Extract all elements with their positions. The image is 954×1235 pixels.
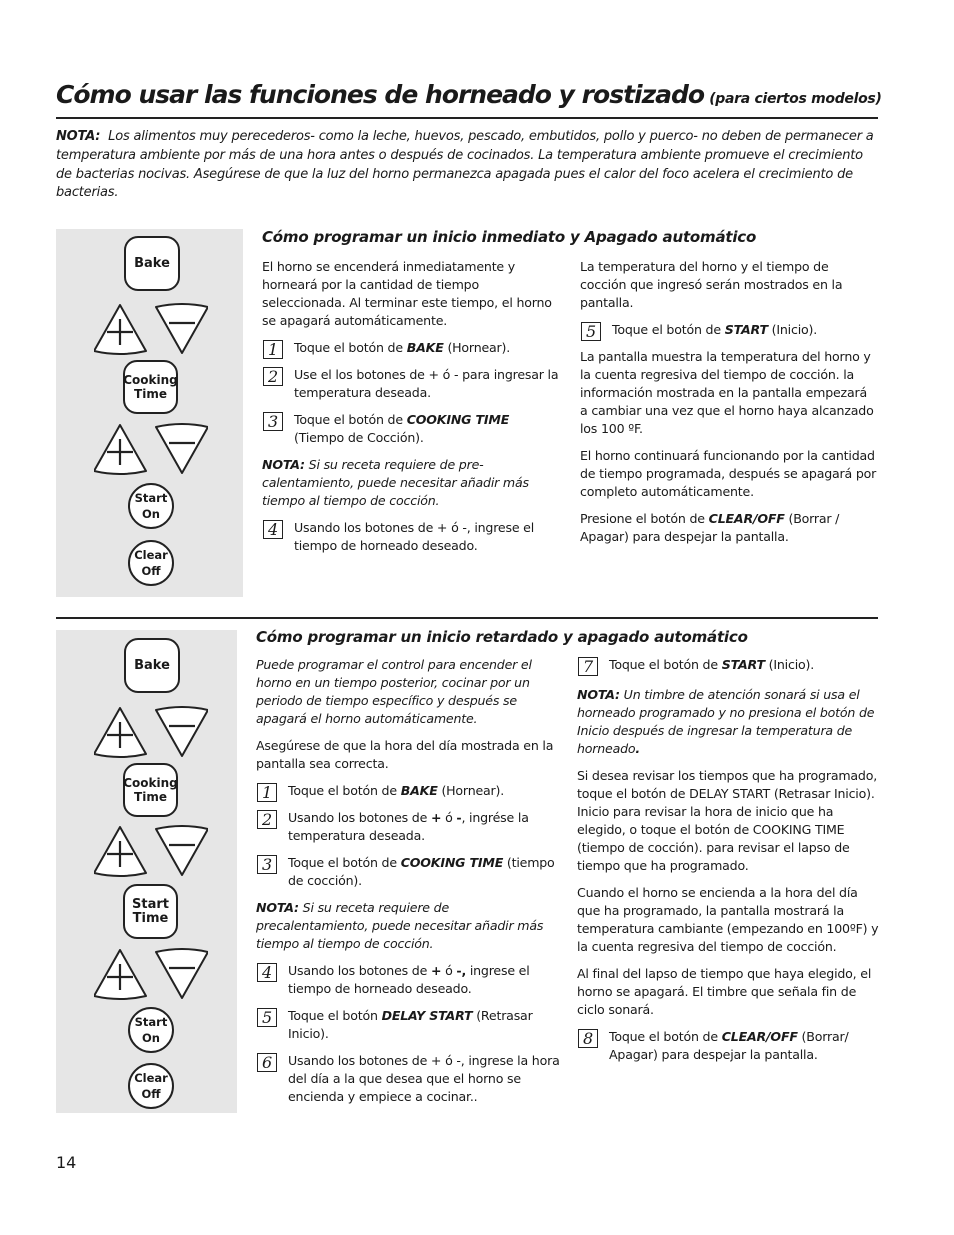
- key-name: BAKE: [406, 340, 444, 355]
- plus-icon[interactable]: [94, 827, 146, 876]
- step-text: Toque el botón: [288, 1008, 382, 1023]
- page-title-sub: (para ciertos modelos): [709, 91, 882, 107]
- step-text: Usando los botones de: [288, 810, 431, 825]
- step-text: , ingrése la temperatura deseada.: [288, 810, 529, 843]
- step-7: [577, 656, 879, 674]
- step-text: ó: [441, 963, 457, 978]
- minus-icon[interactable]: [156, 826, 208, 875]
- step-text: Toque el botón de: [609, 1029, 722, 1044]
- start-on-label: [135, 490, 168, 522]
- step-text: Usando los botones de + ó -, ingrese el tiempo de horneado deseado.: [294, 520, 535, 553]
- step-text: Usando los botones de: [288, 963, 431, 978]
- step-text: (Inicio).: [767, 322, 818, 337]
- section2-intro: Puede programar el control para encender el horno en un tiempo posterior, cocinar por un periodo de tiempo específico y después se apagará el horno automáticamente.: [256, 657, 532, 726]
- note-label: NOTA:: [577, 687, 620, 702]
- section-rule: [56, 617, 878, 619]
- step-text: (Hornear).: [437, 783, 505, 798]
- note-label: NOTA:: [262, 457, 305, 472]
- step-text: (Tiempo de Cocción).: [294, 430, 424, 445]
- section2-p5: Al final del lapso de tiempo que haya elegido, el horno se apagará. El timbre que señala fin de ciclo sonará.: [577, 966, 872, 1017]
- step-number: 3: [263, 412, 283, 431]
- step-2: [256, 809, 560, 845]
- key-name: START: [721, 657, 765, 672]
- step-number: 4: [257, 963, 277, 982]
- step-text: Toque el botón de: [294, 340, 407, 355]
- step-number: 2: [257, 810, 277, 829]
- step-text: Toque el botón de: [612, 322, 725, 337]
- step-4: [262, 519, 562, 555]
- section2-p2: Asegúrese de que la hora del día mostrada en la pantalla sea correcta.: [256, 738, 554, 771]
- step-3: [262, 411, 562, 447]
- section1-right-p3: El horno continuará funcionando por la cantidad de tiempo programada, después se apagará por completo automáticamente.: [580, 448, 877, 499]
- step-text: Toque el botón de: [288, 783, 401, 798]
- start-time-arrows: [94, 948, 208, 1000]
- start-on-label: [135, 1014, 168, 1046]
- step-number: 3: [257, 855, 277, 874]
- step-number: 7: [578, 657, 598, 676]
- start-time-line2: Time: [132, 910, 169, 926]
- page-title-main: Cómo usar las funciones de horneado y rostizado: [56, 80, 705, 109]
- section1-heading: Cómo programar un inicio inmediato y Apagado automático: [262, 228, 757, 246]
- cooking-time-label: [123, 776, 178, 804]
- key-name: CLEAR/OFF: [708, 511, 785, 526]
- section1-right-p2: La pantalla muestra la temperatura del horno y la cuenta regresiva del tiempo de cocción. la información mostrada en la pantalla empezará a cambiar una vez que el horno haya alcanzado los 100 ºF.: [580, 349, 874, 436]
- section2-right-column: [577, 656, 879, 1073]
- note-text: Si su receta requiere de pre-calentamiento, puede necesitar añadir más tiempo al tiempo de cocción.: [262, 457, 529, 508]
- section1-intro: El horno se encenderá inmediatamente y horneará por la cantidad de tiempo seleccionada. Al terminar este tiempo, el horno se apagará automáticamente.: [262, 259, 552, 328]
- section1-left-column: [262, 258, 562, 564]
- title-rule: [56, 117, 878, 119]
- key-name: BAKE: [400, 783, 438, 798]
- minus-icon[interactable]: [156, 949, 208, 998]
- section1-right-column: [580, 258, 878, 555]
- bake-button[interactable]: [124, 638, 180, 693]
- step-number: 5: [257, 1008, 277, 1027]
- start-on-button[interactable]: [128, 1007, 174, 1053]
- step-8: [577, 1028, 879, 1064]
- step-5: [580, 321, 878, 339]
- safety-note-label: NOTA:: [56, 129, 101, 144]
- step-3: [256, 854, 560, 890]
- cooking-time-label: [123, 373, 178, 401]
- start-time-label: [132, 898, 169, 926]
- cooking-time-button[interactable]: [123, 763, 178, 817]
- plus-icon[interactable]: [94, 708, 146, 757]
- step-1: [262, 339, 562, 357]
- section2-note: [256, 899, 560, 953]
- step-number: 1: [263, 340, 283, 359]
- bake-button-label: Bake: [134, 255, 170, 271]
- minus-icon[interactable]: [156, 424, 208, 473]
- step-1: [256, 782, 560, 800]
- time-arrows: [94, 825, 208, 877]
- section2-p3: Si desea revisar los tiempos que ha programado, toque el botón de DELAY START (Retrasar Inicio). Inicio para revisar la hora de inicio que ha elegido, o toque el botón de COOKING TIME (tiempo de cocción). para revisar el lapso de tiempo que ha programado.: [577, 768, 878, 873]
- page-number: 14: [56, 1153, 77, 1172]
- step-text: Toque el botón de: [294, 412, 407, 427]
- step-text: Usando los botones de + ó -, ingrese la hora del día a la que desea que el horno se encienda y empiece a cocinar..: [288, 1053, 560, 1104]
- clear-off-button[interactable]: [128, 1063, 174, 1109]
- section2-note2: [577, 686, 879, 758]
- bake-button-label: Bake: [134, 657, 170, 673]
- start-time-line1: Start: [132, 896, 169, 912]
- step-5: [256, 1007, 560, 1043]
- section1-right-p4: [580, 510, 878, 546]
- key-name: CLEAR/OFF: [721, 1029, 798, 1044]
- step-text: (Retrasar Inicio).: [288, 1008, 533, 1041]
- temp-arrows: [94, 706, 208, 758]
- plus-symbol: +: [430, 810, 442, 825]
- step-text: (tiempo de cocción).: [288, 855, 555, 888]
- bake-button[interactable]: [124, 236, 180, 291]
- clear-off-line2: Off: [141, 564, 161, 578]
- safety-note-text: Los alimentos muy perecederos- como la leche, huevos, pescado, embutidos, pollo y puerco- no deben de permanecer a temperatura ambiente por más de una hora antes o después de cocinados. La temperatura ambiente promueve el crecimiento de bacterias nocivas. Asegúrese de que la luz del horno permanezca apagada pues el calor del foco acelera el crecimiento de bacterias.: [56, 129, 874, 201]
- cooking-time-line1: Cooking: [123, 373, 178, 387]
- step-number: 4: [263, 520, 283, 539]
- clear-off-line1: Clear: [134, 548, 168, 562]
- cooking-time-button[interactable]: [123, 360, 178, 414]
- note-text: Si su receta requiere de precalentamiento, puede necesitar añadir más tiempo al tiempo de cocción.: [256, 900, 544, 951]
- start-on-line1: Start: [134, 1015, 168, 1029]
- step-number: 5: [581, 322, 601, 341]
- key-name: COOKING TIME: [406, 412, 510, 427]
- section1-note: [262, 456, 562, 510]
- note-label: NOTA:: [256, 900, 299, 915]
- start-on-line2: On: [142, 507, 160, 521]
- step-text: ingrese el tiempo de horneado deseado.: [288, 963, 530, 996]
- minus-icon[interactable]: [156, 707, 208, 756]
- step-6: [256, 1052, 560, 1106]
- start-on-line1: Start: [134, 491, 168, 505]
- minus-symbol: -: [456, 810, 462, 825]
- section2-heading: Cómo programar un inicio retardado y apagado automático: [256, 628, 748, 646]
- note-text: Un timbre de atención sonará si usa el horneado programado y no presiona el botón de Inicio después de ingresar la temperatura de horneado: [577, 687, 875, 756]
- clear-off-line2: Off: [141, 1087, 161, 1101]
- section2-p4: Cuando el horno se encienda a la hora del día que ha programado, la pantalla mostrará la temperatura cambiante (empezando en 100ºF) y la cuenta regresiva del tiempo de cocción.: [577, 885, 879, 954]
- step-number: 8: [578, 1029, 598, 1048]
- start-on-line2: On: [142, 1031, 160, 1045]
- plus-icon[interactable]: [94, 950, 146, 999]
- cooking-time-line2: Time: [134, 387, 167, 401]
- temp-arrows: [94, 303, 208, 355]
- step-text: Use el los botones de + ó - para ingresar la temperatura deseada.: [294, 367, 559, 400]
- cooking-time-line2: Time: [134, 790, 167, 804]
- step-number: 6: [257, 1053, 277, 1072]
- p-text: Presione el botón de: [580, 511, 709, 526]
- step-text: (Inicio).: [764, 657, 815, 672]
- step-text: Toque el botón de: [609, 657, 722, 672]
- plus-icon[interactable]: [94, 305, 146, 354]
- note-end: .: [635, 741, 641, 756]
- safety-note: [56, 128, 876, 203]
- clear-off-label: [134, 1070, 168, 1102]
- section1-right-p1: La temperatura del horno y el tiempo de cocción que ingresó serán mostrados en la pantalla.: [580, 259, 843, 310]
- key-name: START: [724, 322, 768, 337]
- section2-left-column: [256, 656, 560, 1115]
- step-2: [262, 366, 562, 402]
- step-4: [256, 962, 560, 998]
- key-name: COOKING TIME: [400, 855, 504, 870]
- step-text: ó: [441, 810, 457, 825]
- page-title: [56, 80, 882, 109]
- plus-symbol: +: [430, 963, 442, 978]
- start-on-button[interactable]: [128, 483, 174, 529]
- step-text: (Borrar/ Apagar) para despejar la pantalla.: [609, 1029, 849, 1062]
- minus-symbol: -,: [456, 963, 467, 978]
- minus-icon[interactable]: [156, 304, 208, 353]
- plus-icon[interactable]: [94, 425, 146, 474]
- step-text: (Hornear).: [443, 340, 511, 355]
- clear-off-button[interactable]: [128, 540, 174, 586]
- step-number: 2: [263, 367, 283, 386]
- start-time-button[interactable]: [123, 884, 178, 939]
- clear-off-line1: Clear: [134, 1071, 168, 1085]
- p-text: (Borrar / Apagar) para despejar la pantalla.: [580, 511, 840, 544]
- step-text: Toque el botón de: [288, 855, 401, 870]
- keypad-panel-delayed: [56, 630, 237, 1113]
- clear-off-label: [134, 547, 168, 579]
- step-number: 1: [257, 783, 277, 802]
- cooking-time-line1: Cooking: [123, 776, 178, 790]
- keypad-panel-immediate: [56, 229, 243, 597]
- time-arrows: [94, 423, 208, 475]
- key-name: DELAY START: [381, 1008, 473, 1023]
